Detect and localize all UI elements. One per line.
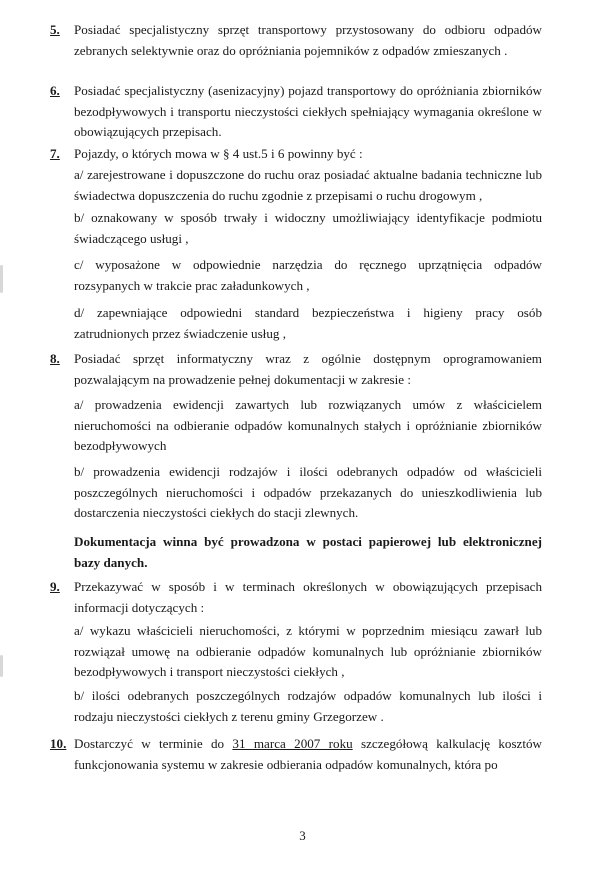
list-item-5 — [50, 20, 542, 61]
list-item-7 — [50, 144, 542, 165]
documentation-note: Dokumentacja winna być prowadzona w postaci papierowej lub elektronicznej bazy danych. — [74, 534, 542, 570]
sub-item-text: a/ prowadzenia ewidencji zawartych lub rozwiązanych umów z właścicielem nieruchomości na odbieranie odpadów komunalnych stałych i opróżnianie zbiorników bezodpływowych — [74, 397, 542, 453]
item-text — [74, 734, 542, 775]
sub-item-text: b/ prowadzenia ewidencji rodzajów i ilości odebranych odpadów od właścicieli poszczególnych nieruchomości i odpadów przekazanych do unieszkodliwienia lub dostarczenia nieczystości ciekłych do stacji zlewnych. — [74, 464, 542, 520]
sub-item-9b — [74, 686, 542, 727]
sub-item-8b — [74, 462, 542, 524]
list-item-9 — [50, 577, 542, 618]
scan-edge-mark — [0, 655, 3, 677]
sub-item-text: b/ ilości odebranych poszczególnych rodzajów odpadów komunalnych lub ilości i rodzaju nieczystości ciekłych z terenu gminy Grzegorzew . — [74, 688, 542, 724]
item-number: 8. — [50, 351, 60, 366]
sub-item-7c — [74, 255, 542, 296]
item-text-end: szczegółową kalkulację kosztów funkcjonowania systemu w zakresie odbierania odpadów komunalnych, która po — [74, 736, 542, 772]
list-item-6 — [50, 81, 542, 143]
sub-item-9a — [74, 621, 542, 683]
sub-item-text: b/ oznakowany w sposób trwały i widoczny umożliwiający identyfikacje podmiotu świadczącego usługi , — [74, 210, 542, 246]
sub-item-7b — [74, 208, 542, 249]
sub-item-text: c/ wyposażone w odpowiednie narzędzia do ręcznego uprzątnięcia odpadów rozsypanych w trakcie prac załadunkowych , — [74, 257, 542, 293]
item-number: 5. — [50, 22, 60, 37]
item-text: Posiadać sprzęt informatyczny wraz z ogólnie dostępnym oprogramowaniem pozwalającym na prowadzenie pełnej dokumentacji w zakresie : — [74, 351, 542, 387]
scan-edge-mark — [0, 265, 3, 293]
page-number: 3 — [299, 828, 306, 843]
list-item-8 — [50, 349, 542, 390]
sub-item-7a — [74, 165, 542, 206]
item-text-start: Dostarczyć w terminie do — [74, 736, 233, 751]
sub-item-8a — [74, 395, 542, 457]
item-number: 9. — [50, 579, 60, 594]
item-text: Posiadać specjalistyczny sprzęt transportowy przystosowany do odbioru odpadów zebranych selektywnie oraz do opróżniania pojemników z odpadów zmieszanych . — [74, 22, 542, 58]
list-item-10 — [50, 734, 542, 775]
item-text: Przekazywać w sposób i w terminach określonych w obowiązujących przepisach informacji dotyczących : — [74, 579, 542, 615]
sub-item-7d — [74, 303, 542, 344]
item-number: 7. — [50, 146, 60, 161]
item-number: 10. — [50, 736, 67, 751]
item-text: Posiadać specjalistyczny (asenizacyjny) pojazd transportowy do opróżniania zbiorników bezodpływowych i transportu nieczystości ciekłych spełniający wymagania określone w obowiązujących przepisach. — [74, 83, 542, 139]
deadline-date: 31 marca 2007 roku — [232, 736, 353, 751]
sub-item-text: d/ zapewniające odpowiedni standard bezpieczeństwa i higieny pracy osób zatrudnionych przez świadczenie usług , — [74, 305, 542, 341]
sub-item-text: a/ wykazu właścicieli nieruchomości, z którymi w poprzednim miesiącu zawarł lub rozwiązał umowę na odbieranie odpadów komunalnych lub opróżnianie zbiorników bezodpływowych i transport nieczystości ciekłych , — [74, 623, 542, 679]
item-text: Pojazdy, o których mowa w § 4 ust.5 i 6 powinny być : — [74, 146, 363, 161]
item-number: 6. — [50, 83, 60, 98]
sub-item-text: a/ zarejestrowane i dopuszczone do ruchu oraz posiadać aktualne badania techniczne lub świadectwa dopuszczenia do ruchu zgodnie z przepisami o ruchu drogowym , — [74, 167, 542, 203]
